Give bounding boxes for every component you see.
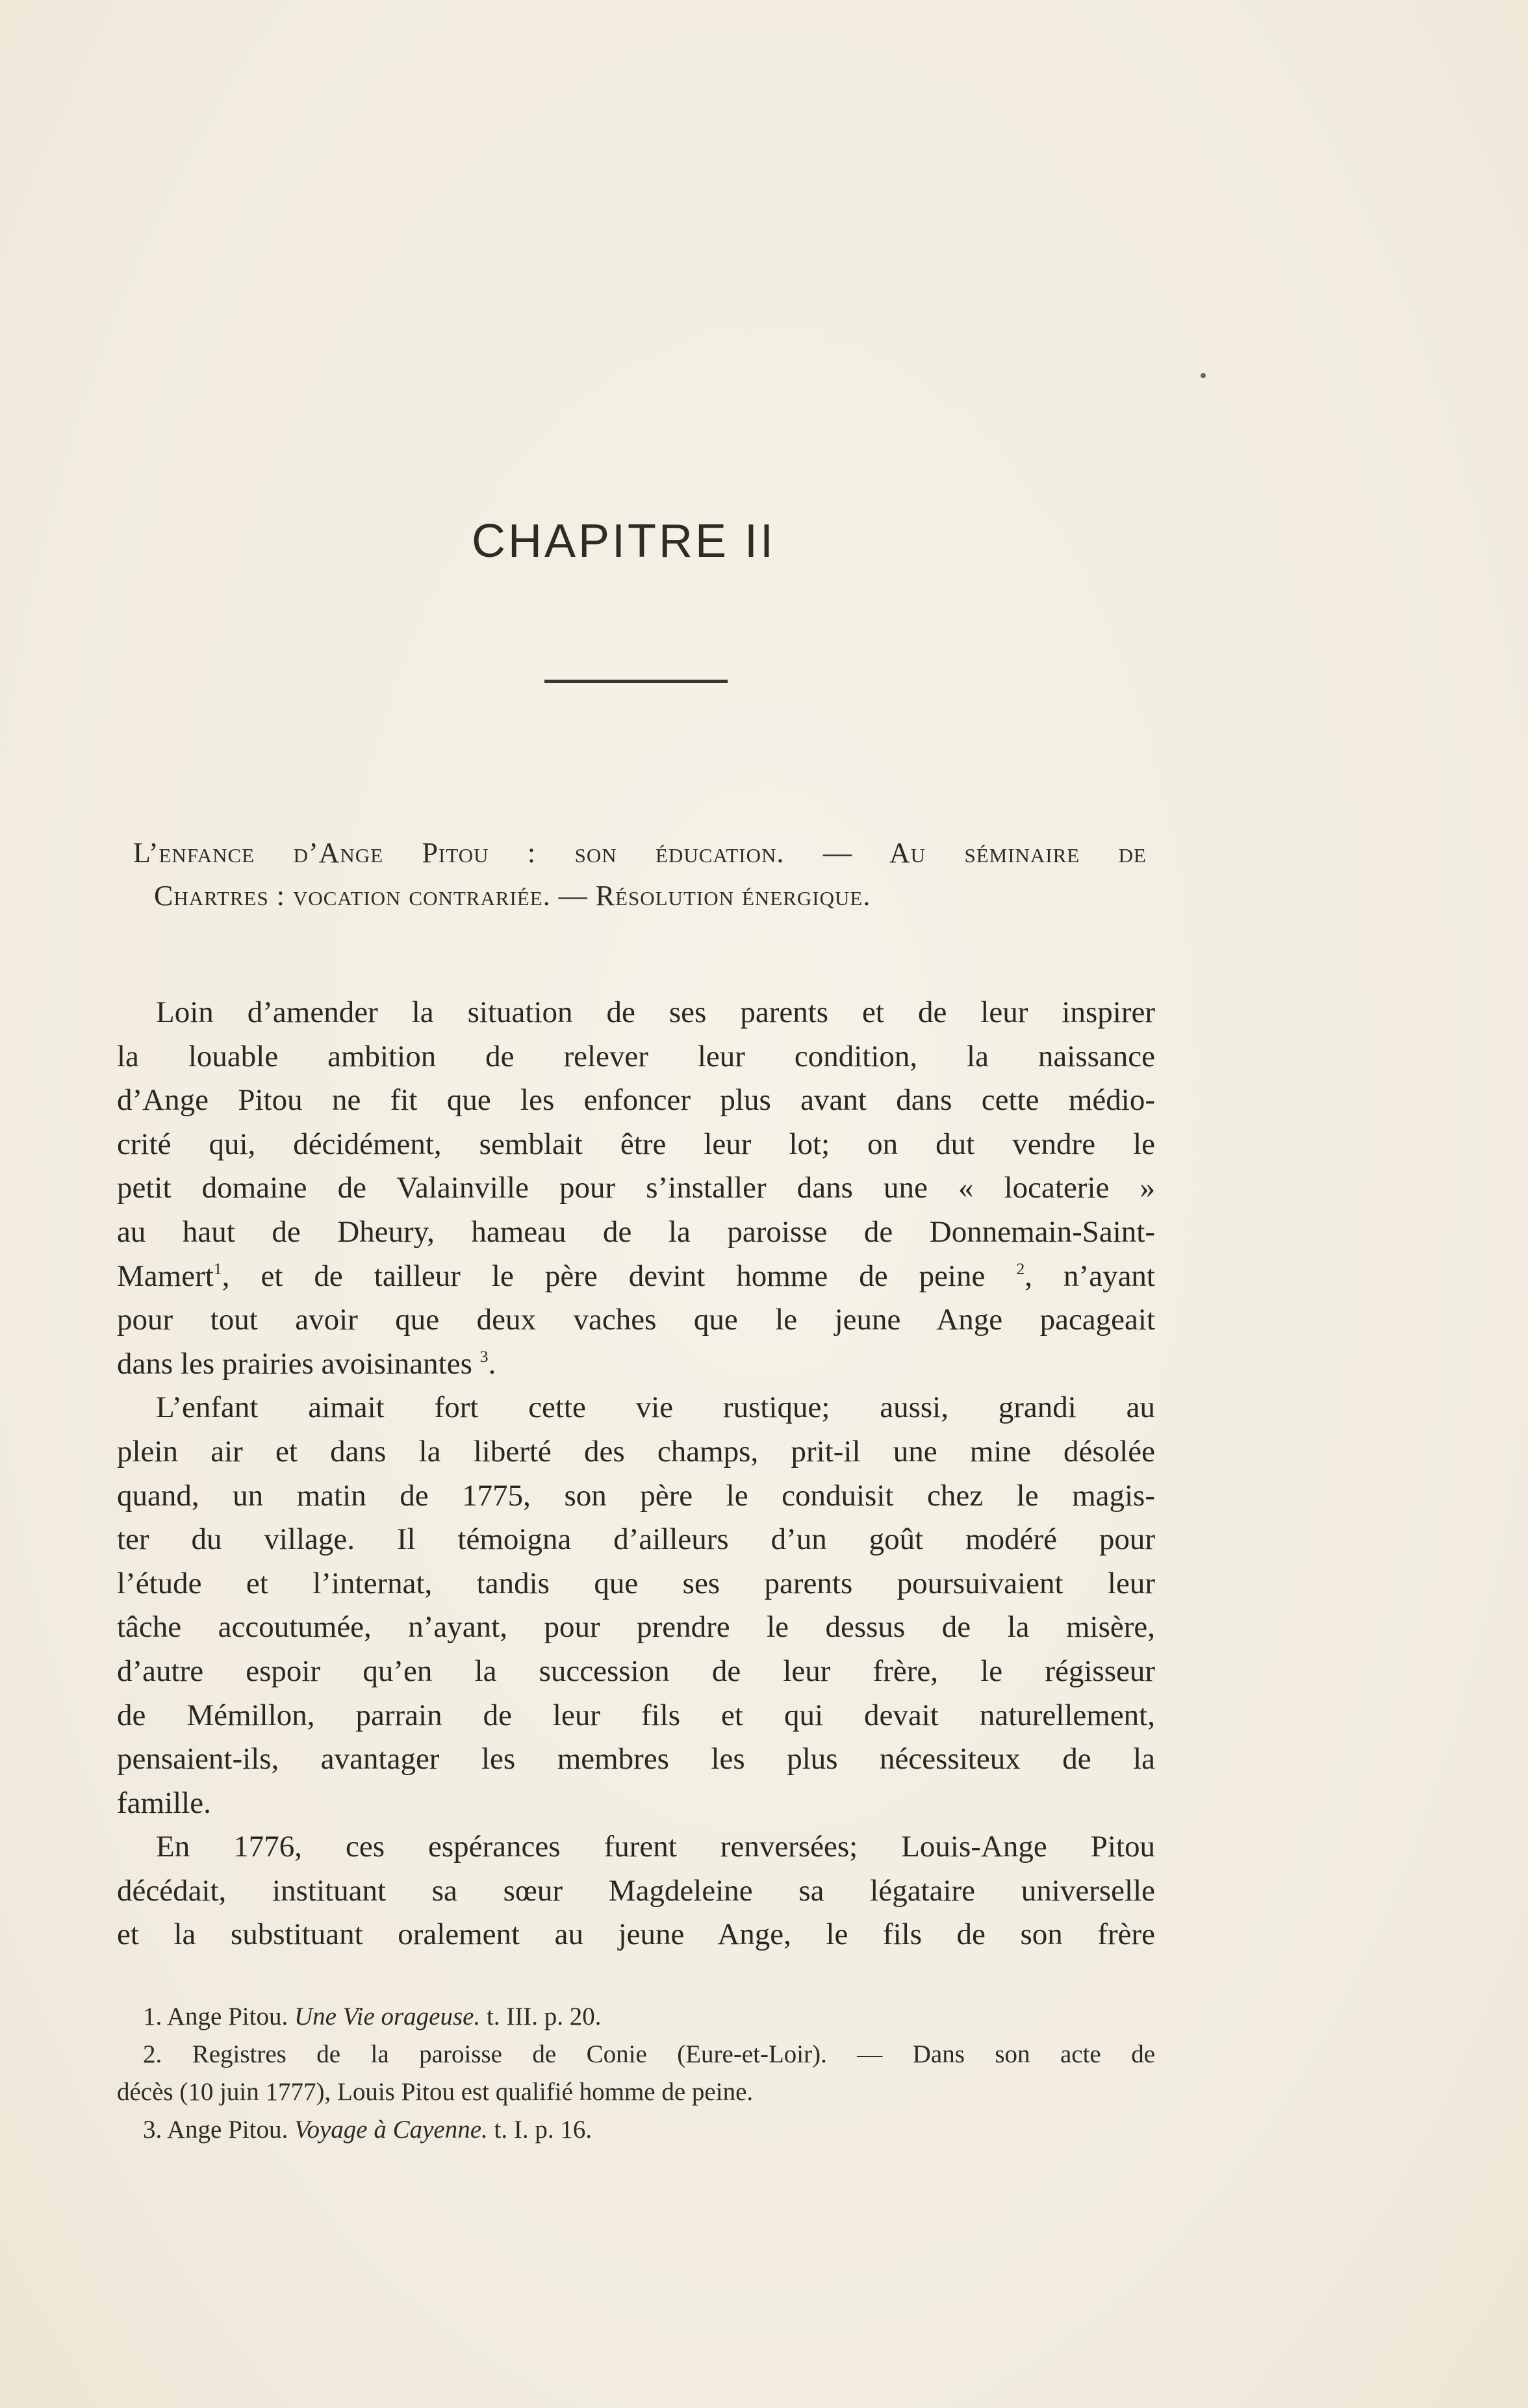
footnotes xyxy=(117,1998,1155,2149)
footnote-text: t. III. p. 20. xyxy=(486,2003,602,2030)
footnote-number: 2. xyxy=(143,2040,162,2068)
paragraph-2-line: L’enfant aimait fort cette vie rustique; aussi, grandi au xyxy=(156,1390,1155,1425)
paragraph-3-line: et la substituant oralement au jeune Ange, le fils de son frère xyxy=(117,1917,1155,1952)
paragraph-2-line: tâche accoutumée, n’ayant, pour prendre le dessus de la misère, xyxy=(117,1610,1155,1645)
text-run: . xyxy=(488,1346,496,1381)
footnote-title: Voyage à Cayenne. xyxy=(294,2116,488,2144)
footnote-text: Ange Pitou. xyxy=(166,2116,288,2144)
footnote-number: 1. xyxy=(143,2003,162,2030)
footnote-ref-2[interactable]: 2 xyxy=(1016,1259,1025,1278)
body-text xyxy=(117,991,1155,1957)
footnote-2-continued: décès (10 juin 1777), Louis Pitou est qualifié homme de peine. xyxy=(117,2078,754,2106)
footnote-ref-3[interactable]: 3 xyxy=(479,1346,489,1366)
chapter-summary xyxy=(133,832,1147,917)
paper-speck xyxy=(1201,373,1206,378)
paragraph-2-line: quand, un matin de 1775, son père le conduisit chez le magis- xyxy=(117,1478,1155,1513)
text-run: , et de tailleur le père devint homme de peine xyxy=(222,1259,986,1293)
paragraph-2-line: l’étude et l’internat, tandis que ses parents poursuivaient leur xyxy=(117,1566,1155,1600)
footnote-number: 3. xyxy=(143,2116,162,2144)
footnote-text: t. I. p. 16. xyxy=(494,2116,592,2144)
paragraph-1-line xyxy=(117,1255,1155,1299)
text-run: Mamert xyxy=(117,1259,214,1293)
paragraph-2-line: de Mémillon, parrain de leur fils et qui devait naturellement, xyxy=(117,1698,1155,1732)
paragraph-3-line: décédait, instituant sa sœur Magdeleine sa légataire universelle xyxy=(117,1873,1155,1908)
footnote-title: Une Vie orageuse. xyxy=(294,2003,481,2030)
text-run: dans les prairies avoisinantes xyxy=(117,1346,472,1381)
paragraph-1-line: au haut de Dheury, hameau de la paroisse de Donnemain-Saint- xyxy=(117,1214,1155,1249)
footnote-text: Registres de la paroisse de Conie (Eure-et-Loir). — Dans son acte de xyxy=(192,2040,1155,2068)
footnote-ref-1[interactable]: 1 xyxy=(213,1259,222,1278)
paragraph-3-line: En 1776, ces espérances furent renversées; Louis-Ange Pitou xyxy=(156,1830,1155,1864)
paragraph-1-line: la louable ambition de relever leur condition, la naissance xyxy=(117,1039,1155,1073)
paragraph-2-line: famille. xyxy=(117,1786,211,1820)
paragraph-2-line: d’autre espoir qu’en la succession de leur frère, le régisseur xyxy=(117,1654,1155,1688)
summary-line: Chartres : vocation contrariée. — Résolution énergique. xyxy=(154,880,871,912)
paragraph-1-line: d’Ange Pitou ne fit que les enfoncer plus avant dans cette médio- xyxy=(117,1083,1155,1118)
summary-line: L’enfance d’Ange Pitou : son éducation. — Au séminaire de xyxy=(133,837,1147,869)
footnote-text: Ange Pitou. xyxy=(166,2003,288,2030)
paragraph-1-line xyxy=(117,1342,1155,1387)
paragraph-1-line: petit domaine de Valainville pour s’installer dans une « locaterie » xyxy=(117,1171,1155,1205)
footnote-3 xyxy=(117,2111,1155,2149)
text-run: , n’ayant xyxy=(1025,1259,1155,1293)
footnote-1 xyxy=(117,1998,1155,2036)
paragraph-2-line: plein air et dans la liberté des champs, prit-il une mine désolée xyxy=(117,1434,1155,1468)
title-divider xyxy=(544,680,728,683)
paragraph-2-line: pensaient-ils, avantager les membres les plus nécessiteux de la xyxy=(117,1742,1155,1776)
chapter-title: CHAPITRE II xyxy=(471,515,776,567)
footnote-2 xyxy=(117,2036,1155,2073)
paragraph-1-line: Loin d’amender la situation de ses parents et de leur inspirer xyxy=(156,995,1155,1029)
paragraph-1-line: pour tout avoir que deux vaches que le jeune Ange pacageait xyxy=(117,1303,1155,1337)
paragraph-1-line: crité qui, décidément, semblait être leur lot; on dut vendre le xyxy=(117,1127,1155,1161)
paragraph-2-line: ter du village. Il témoigna d’ailleurs d’un goût modéré pour xyxy=(117,1522,1155,1557)
